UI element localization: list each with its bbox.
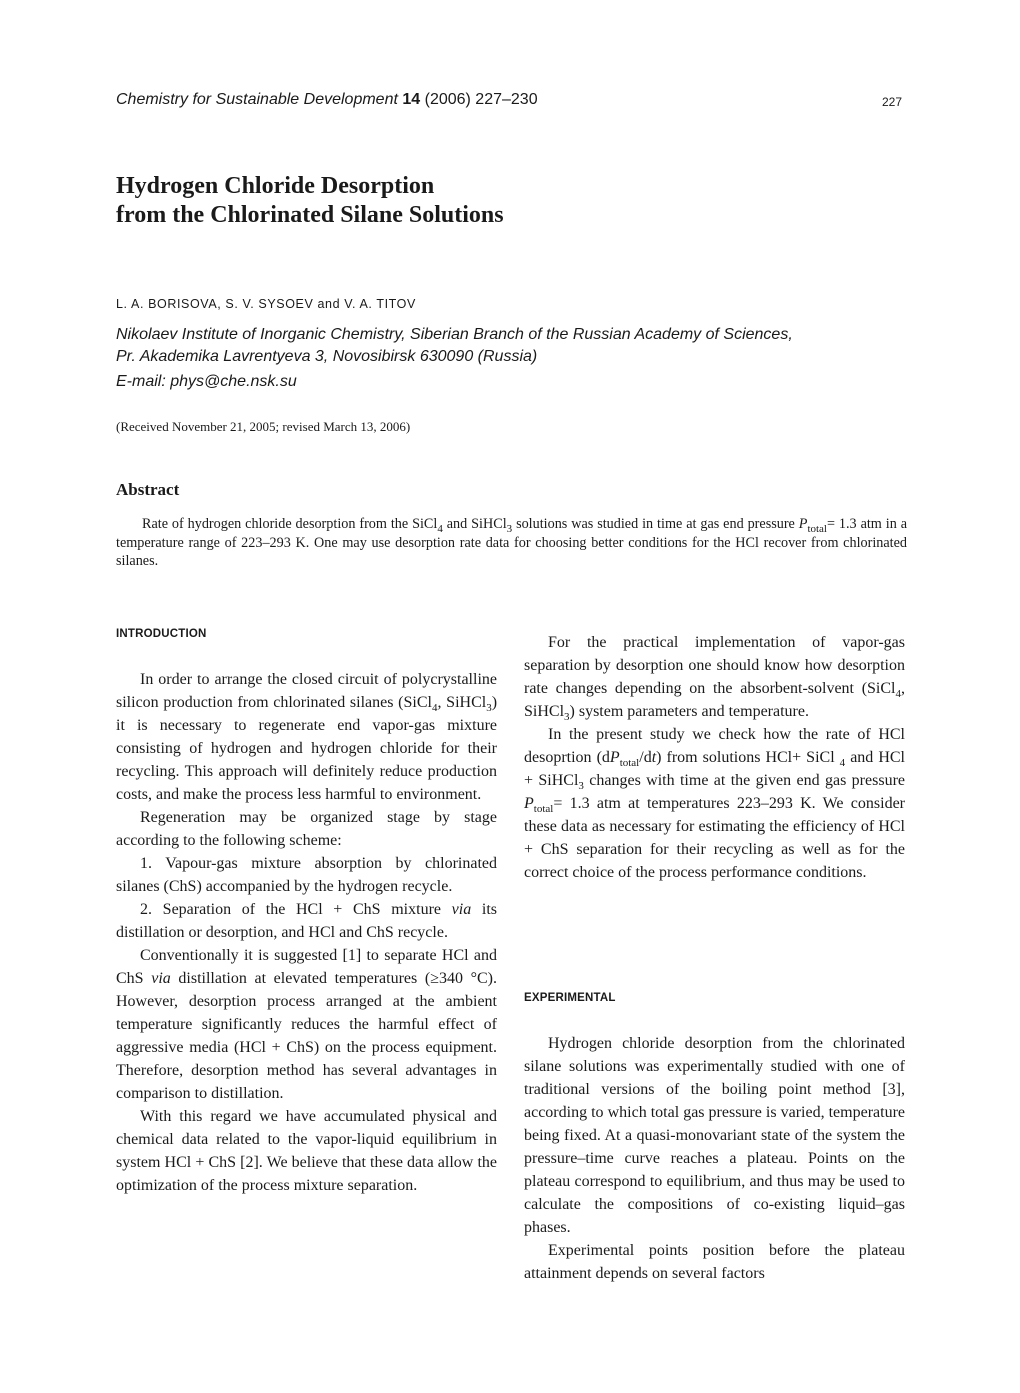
paragraph: 1. Vapour-gas mixture absorption by chlorinated silanes (ChS) accompanied by the hydrogen recycle. xyxy=(116,855,497,895)
authors: L. A. BORISOVA, S. V. SYSOEV and V. A. TITOV xyxy=(116,297,416,311)
abstract-heading: Abstract xyxy=(116,480,180,499)
paragraph: For the practical implementation of vapor-gas separation by desorption one should know how desorption rate changes depending on the absorbent-solvent (SiCl$_4$, SiHCl$_3$) system parameters and temperature. xyxy=(524,634,905,724)
paragraph: Hydrogen chloride desorption from the chlorinated silane solutions was experimentally studied with one of traditional versions of the boiling point method [3], according to which total gas pressure is varied, temperature being fixed. At a quasi-monovariant state of the system the pressure–time curve reaches a plateau. Points on the plateau correspond to equilibrium, and thus may be used to calculate the compositions of co-existing liquid–gas phases. xyxy=(524,1035,905,1236)
affiliation-line-2: Pr. Akademika Lavrentyeva 3, Novosibirsk 630090 (Russia) xyxy=(116,348,538,365)
paragraph: Regeneration may be organized stage by stage according to the following scheme: xyxy=(116,809,497,849)
title-line-1: Hydrogen Chloride Desorption xyxy=(116,173,435,199)
abstract-body: Rate of hydrogen chloride desorption from the SiCl$_4$ and SiHCl$_3$ solutions was studied in time at gas end pressure $P_{total}= 1.3$ atm in a temperature range of 223–293 K. One may use desorption rate data for choosing better conditions for the HCl recover from chlorinated silanes. xyxy=(116,516,908,570)
title-line-2: from the Chlorinated Silane Solutions xyxy=(116,202,504,228)
paragraph: Conventionally it is suggested [1] to separate HCl and ChS via distillation at elevated temperatures (≥340 °C). However, desorption process arranged at the ambient temperature significantly reduces the harmful effect of aggressive media (HCl + ChS) on the process equipment. Therefore, desorption method has several advantages in comparison to distillation. xyxy=(116,947,498,1102)
paragraph: With this regard we have accumulated physical and chemical data related to the vapor-liquid equilibrium in system HCl + ChS [2]. We believe that these data allow the optimization of the process mixture separation. xyxy=(116,1108,497,1194)
journal-year-pages: (2006) 227–230 xyxy=(424,91,538,108)
page-number: 227 xyxy=(882,95,903,109)
paragraph: 2. Separation of the HCl + ChS mixture via its distillation or desorption, and HCl and ChS recycle. xyxy=(116,901,498,941)
article-title xyxy=(116,172,504,230)
affiliation xyxy=(116,324,793,368)
journal-header xyxy=(116,91,538,109)
received-dates: (Received November 21, 2005; revised March 13, 2006) xyxy=(116,419,411,434)
paragraph: Experimental points position before the plateau attainment depends on several factors xyxy=(524,1242,905,1282)
right-column-bottom xyxy=(524,1032,905,1285)
email: E-mail: phys@che.nsk.su xyxy=(116,373,297,390)
section-heading-introduction: INTRODUCTION xyxy=(116,628,207,640)
right-column-top xyxy=(524,631,905,884)
left-column xyxy=(116,668,497,1197)
journal-name: Chemistry for Sustainable Development xyxy=(116,91,398,108)
journal-volume: 14 xyxy=(402,91,421,108)
section-heading-experimental: EXPERIMENTAL xyxy=(524,992,616,1004)
paragraph: In the present study we check how the rate of HCl desoprtion $(dP_{total}/dt)$ from solutions HCl+ SiCl $_4$ and HCl + SiHCl$_3$ changes with time at the given end gas pressure $P_{total}= 1.3$ atm at temperatures 223–293 K. We consider these data as necessary for estimating the efficiency of HCl + ChS separation for their recycling as well as for the correct choice of the process performance conditions. xyxy=(524,726,905,881)
paragraph: In order to arrange the closed circuit of polycrystalline silicon production from chlorinated silanes (SiCl$_4$, SiHCl$_3$) it is necessary to regenerate end vapor-gas mixture consisting of hydrogen and hydrogen chloride for their recycling. This approach will definitely reduce production costs, and make the process less harmful to environment. xyxy=(116,671,498,803)
affiliation-line-1: Nikolaev Institute of Inorganic Chemistry, Siberian Branch of the Russian Academy of Sciences, xyxy=(116,326,793,343)
